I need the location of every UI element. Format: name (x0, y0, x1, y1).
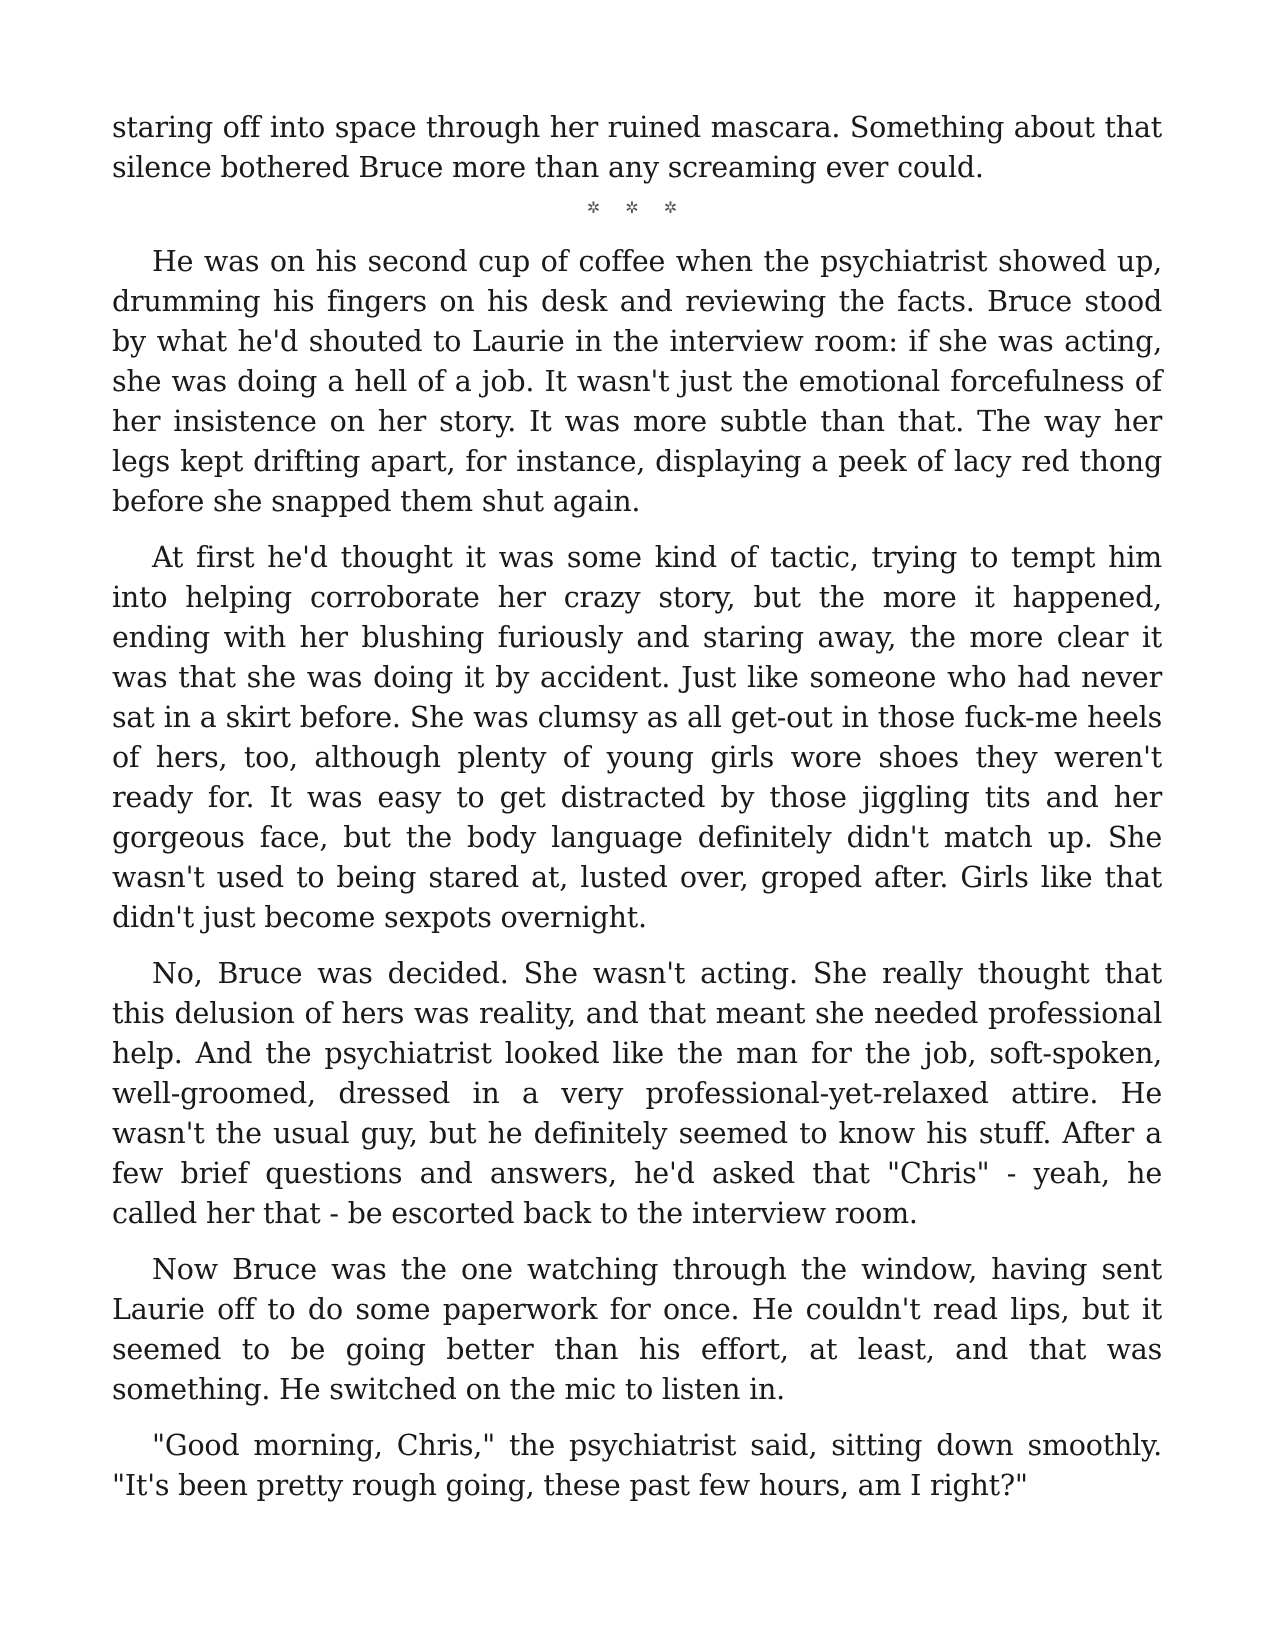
paragraph-4: Now Bruce was the one watching through the window, having sent Laurie off to do some paperwork for once. He couldn't read lips, but it seemed to be going better than his effort, at least, and that was something. He switched on the mic to listen in. (112, 1253, 1162, 1406)
scene-break-ornament: ✲ ✲ ✲ (586, 198, 688, 217)
paragraph-5: "Good morning, Chris," the psychiatrist said, sitting down smoothly. "It's been pretty rough going, these past few hours, am I right?" (112, 1429, 1162, 1502)
paragraph-2: At first he'd thought it was some kind of tactic, trying to tempt him into helping corroborate her crazy story, but the more it happened, ending with her blushing furiously and staring away, the more clear it was that she was doing it by accident. Just like someone who had never sat in a skirt before. She was clumsy as all get-out in those fuck-me heels of hers, too, although plenty of young girls wore shoes they weren't ready for. It was easy to get distracted by those jiggling tits and her gorgeous face, but the body language definitely didn't match up. She wasn't used to being stared at, lusted over, groped after. Girls like that didn't just become sexpots overnight. (112, 541, 1162, 934)
paragraph-1: He was on his second cup of coffee when the psychiatrist showed up, drumming his fingers on his desk and reviewing the facts. Bruce stood by what he'd shouted to Laurie in the interview room: if she was acting, she was doing a hell of a job. It wasn't just the emotional forcefulness of her insistence on her story. It was more subtle than that. The way her legs kept drifting apart, for instance, displaying a peek of lacy red thong before she snapped them shut again. (112, 245, 1162, 518)
paragraph-continued: staring off into space through her ruined mascara. Something about that silence bothered Bruce more than any screaming ever could. (112, 111, 1162, 184)
document-page (112, 108, 1162, 1506)
paragraph-3: No, Bruce was decided. She wasn't acting. She really thought that this delusion of hers was reality, and that meant she needed professional help. And the psychiatrist looked like the man for the job, soft-spoken, well-groomed, dressed in a very professional-yet-relaxed attire. He wasn't the usual guy, but he definitely seemed to know his stuff. After a few brief questions and answers, he'd asked that "Chris" - yeah, he called her that - be escorted back to the interview room. (112, 957, 1162, 1230)
